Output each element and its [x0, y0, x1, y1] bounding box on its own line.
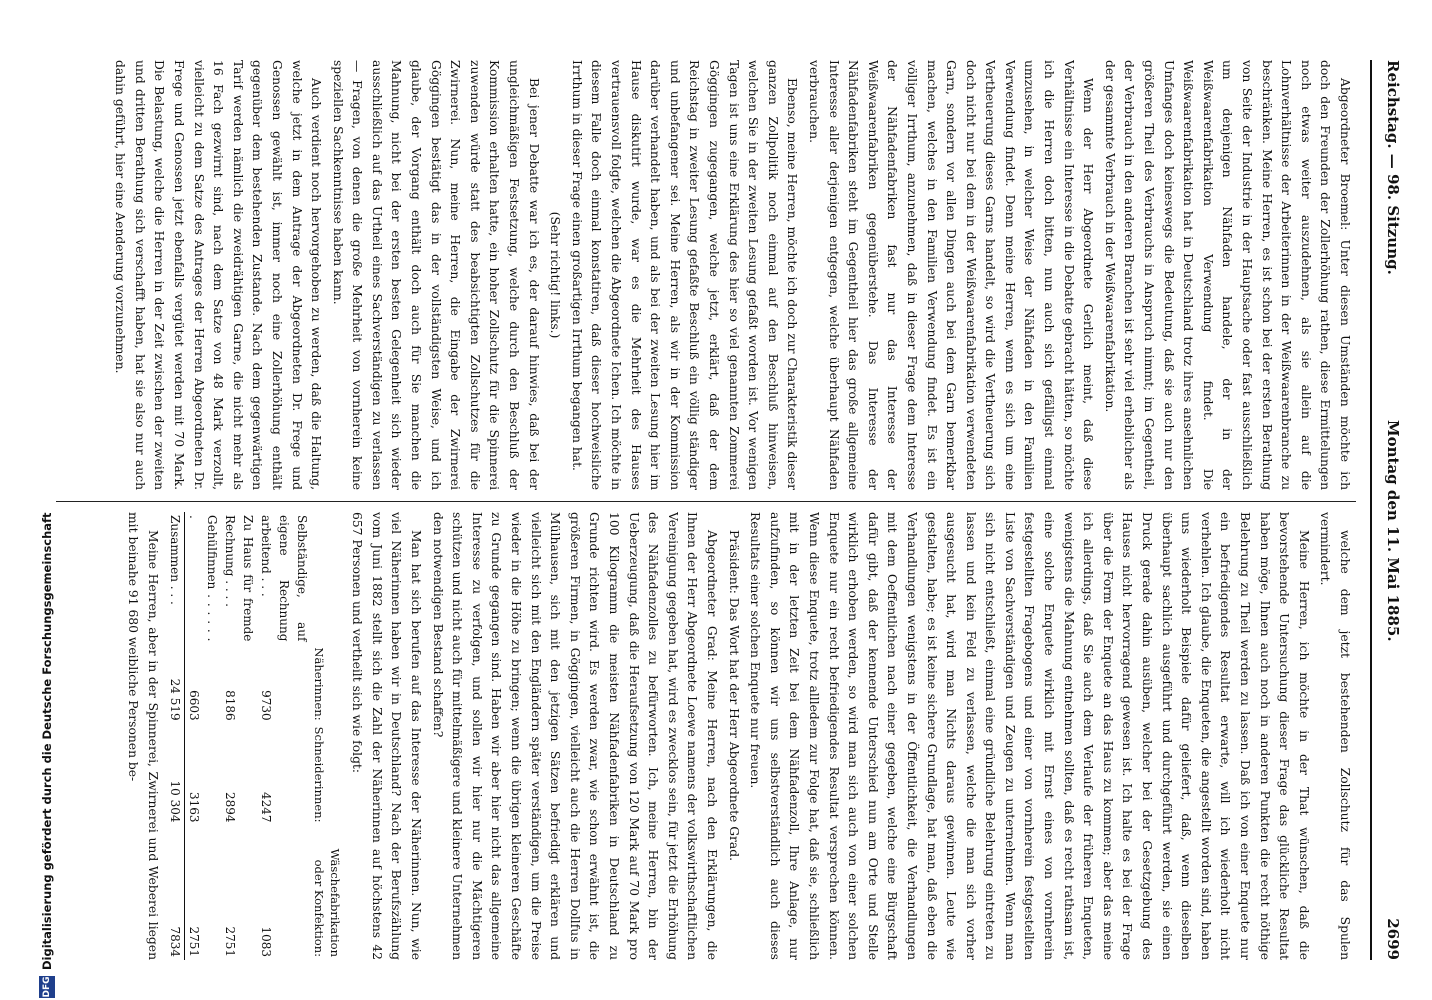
- paragraph: Man hat sich berufen auf das Interesse der Näherinnen. Nun, wie viel Näherinnen haben wir in Deutschland? Nach der Berufszählung vom Juni 1882 stellt sich die Zahl der Näherinnen auf höchstens 42 657 Personen und vertheilt sich wie folgt:: [350, 512, 424, 960]
- table-row: [221, 512, 257, 960]
- total-cell: 24 519: [166, 644, 185, 723]
- column-rule: [56, 501, 1356, 502]
- table-cell: 2751: [186, 926, 201, 957]
- table-cell: 2751: [222, 926, 237, 957]
- total-cell: 7834: [166, 825, 185, 960]
- table-cell: 9730: [258, 690, 273, 721]
- paragraph: Meine Herren, aber in der Spinnerei, Zwirnerei und Weberei liegen mit beinahe 91 680 weibliche Personen be-: [126, 512, 160, 960]
- header-date: Montag den 11. Mai 1885.: [1384, 420, 1402, 642]
- table-cell: 1083: [258, 926, 273, 957]
- paragraph: Bei jener Debatte war ich es, der darauf hinwies, daß bei der ungleichmäßigen Festsetzung, welche durch den Beschluß der Kommission erhalten hatte, ein hoher Zollschutz für die Spinnerei zuwenden würde statt des beabsichtigten Zollschutzes für die Zwirnerei. Nun, meine Herren, die Eingabe der Zwirnerei Göggingen bestätigt das in der vollständigsten Weise, und ich glaube, der Vorgang enthält doch auch für Sie manchen die Mahnung, nicht bei der ersten besten Gelegenheit sich wieder ausschließlich auf das Urtheil eines Sachverständigen zu verlassen — Fragen, von denen die große Mehrheit von vornherein keine speziellen Sachkenntnisse haben kann.: [330, 60, 541, 490]
- total-cell: 10 304: [166, 724, 185, 826]
- dfg-logo-icon: DFG: [39, 976, 55, 998]
- table-header-row: [311, 512, 343, 960]
- table-total-row: [166, 512, 185, 960]
- table-header: Näherinnen:: [311, 647, 326, 721]
- paragraph: Ebenso, meine Herren, möchte ich doch zur Charakteristik dieser ganzen Zollpolitik noch einmal auf den Beschluß hinweisen, welchen Sie in der zweiten Lesung gefaßt worden ist. Vor wenigen Tagen ist uns eine Erklärung des hier so viel genannten Zommerei Göggingen zugegangen, welche jetzt, erklärt, daß der dem Reichstag in zweiter Lesung gefaßte Beschluß ein völlig ständiger und unbefangener sei. Meine Herren, als wir in der Kommission darüber verhandelt haben, und als bei der zweiten Lesung hier im Hause diskutirt wurde, war es die Mehrheit des Hauses vertrauensvoll folgte, welchen die Abgeordnete Ichen. Ich möchte in diesem Falle doch einmal konstatiren, daß dieser hochweisliche Irrthum in dieser Frage einen großartigen Irrthum begangen hat.: [569, 60, 800, 490]
- table-cell: 2894: [222, 791, 237, 823]
- header-rule: [1370, 60, 1372, 960]
- header-left: Reichstag. — 98. Sitzung.: [1384, 60, 1402, 275]
- paragraph: welche dem jetzt bestehenden Zollschutz für das Spulen vermindert.: [1318, 512, 1352, 960]
- table-header: Wäschefabrikation oder Konfektion:: [311, 848, 342, 957]
- running-head: [1372, 60, 1402, 960]
- right-column: [64, 512, 1354, 960]
- interjection: (Sehr richtig! links.): [548, 211, 563, 339]
- table-cell: 8186: [222, 690, 237, 721]
- table-cell: 6603: [186, 690, 201, 721]
- table-cell: 4247: [258, 791, 273, 823]
- statistics-table: [166, 512, 343, 960]
- row-label: Zu Haus für fremde Rechnung . . . .: [222, 515, 255, 642]
- footer-text: Digitalisierung gefördert durch die Deutsche Forschungsgemeinschaft: [40, 512, 54, 970]
- paragraph: Auch verdient noch hervorgehoben zu werden, daß die Haltung, welche jetzt in dem Antrage der Abgeordneten Dr. Frege und Genossen gewählt ist, immer noch eine Zollerhöhung enthält gegenüber dem bestehenden Zustande. Nach dem gegenwärtigen Tarif werden nämlich die zweidrähtigen Garne, die nicht mehr als 16 Fach gezwirnt sind, nach dem Satze von 48 Mark verzollt, vielleicht zu dem Satze des Antrages der Herren Abgeordneten Dr. Frege und Genossen jetzt ebenfalls vergütet werden mit 70 Mark. Die Belastung, welche die Herren in der Zeit zwischen der zweiten und dritten Berathung sich verschafft haben, hat sie also nur auch dahin geführt, hier eine Aenderung vorzunehmen.: [113, 60, 324, 490]
- paragraph: Abgeordneter Broemel: Unter diesen Umständen möchte ich doch den Freunden der Zollerhöhung rathen, diese Ermittelungen noch etwas weiter auszudehnen, als sie allein auf die Lohnverhältnisse der Arbeiterinnen in der Weißwaarenbranche zu beschränken. Meine Herren, es ist schon bei der ersten Berathung von Seite der Industrie in der Hauptsache oder fast ausschließlich um denjenigen Nähfaden handele, der in der Weißwaarenfabrikation Verwendung findet. Die Weißwaarenfabrikation hat in Deutschland trotz ihres ansehnlichen Umfanges doch keineswegs die Bedeutung, daß sie auch nur den größeren Theil des Verbrauchs in Anspruch nimmt; im Gegentheil, der Verbrauch in den anderen Branchen ist sehr viel erheblicher als der gesammte Verbrauch in der Weißwaarenfabrikation.: [1102, 60, 1352, 490]
- table-header: Schneiderinnen:: [311, 726, 326, 823]
- paragraph: Abgeordneter Grad: Meine Herren, nach den Erklärungen, die Ihnen der Herr Abgeordnete Loewe namens der volkswirthschaftlichen Vereinigung gegeben hat, wird es zwecklos sein, für jetzt die Erhöhung des Nähfadenzolles zu befürworten. Ich, meine Herren, bin der Ueberzeugung, daß die Heraufsetzung von 120 Mark auf 70 Mark pro 100 Kilogramm die meisten Nähfadenfabriken in Deutschland zu Grunde richten wird. Es werden zwar, wie schon erwähnt ist, die größeren Firmen, in Göggingen, vielleicht auch die Herren Dollfus in Mülhausen, sich mit den jetzigen Sätzen befriedigt erklären und vielleicht sich mit den Engländern später verständigen, um die Preise wieder in die Höhe zu bringen; wenn die übrigen kleineren Geschäfte zu Grunde gegangen sind. Haben wir aber hier nicht das allgemeine Interesse zu verfolgen, und sollen wir hier nur die Mächtigeren schützen und nicht auch für mittelmäßigere und kleinere Unternehmen den notwendigen Bestand schaffen?: [430, 512, 719, 960]
- left-column: [64, 60, 1354, 490]
- digitization-footer: [32, 0, 64, 1000]
- paragraph: Präsident: Das Wort hat der Herr Abgeordnete Grad.: [726, 530, 741, 862]
- row-label: Gehülfinnen . . . . . . .: [186, 515, 219, 642]
- table-header-blank: [311, 512, 343, 644]
- paragraph: Wenn der Herr Abgeordnete Gerlich meint, daß diese Verhältnisse ein Interesse in die Debatte gebracht hätten, so möchte ich die Herren doch bitten, nun auch sich gefälligst einmal umzusehen, in welcher Weise der Nähfaden in den Familien Verwendung findet. Denn meine Herren, wenn es sich um eine Vertheuerung dieses Garns handelt, so wird die Vertheuerung sich doch nicht nur bei dem in der Weißwaarenfabrikation verwendeten Garn, sondern vor allen Dingen auch bei dem Garn bemerkbar machen, welches in den Familien Verwendung findet. Es ist ein völliger Irrthum, anzunehmen, daß in dieser Frage dem Interesse der Nähfadenfabriken fast nur das Interesse der Weißwaarenfabriken gegenüberstehe. Das Interesse der Nähfadenfabriken steht im Gegentheil hier das große allgemeine Interesse aller derjenigen entgegen, welche überhaupt Nähfaden verbrauchen.: [806, 60, 1096, 490]
- total-label: Zusammen . . .: [166, 512, 185, 644]
- paragraph: Meine Herren, ich möchte in der That wünschen, daß die bevorstehende Untersuchung dieser Frage das glückliche Resultat haben möge, Ihnen auch noch in anderen Punkten die recht nöthige Belehrung zu Theil werden zu lassen. Daß ich von einer Enquete nur ein befriedigendes Resultat erwarte, will ich wiederholt nicht verhehlen. Ich glaube, die Enqueten, die angestellt worden sind, haben uns wiederholt Beispiele dafür geliefert, daß, wenn dieselben überhaupt sachlich ausgeführt und durchgeführt werden, sie einen Druck gerade dahin ausüben, welcher bei der Gesetzgebung des Hauses nicht hervorragend gewesen ist. Ich halte es bei der Frage über die Form der Enquete an das Haus zu kommen; aber das meine ich allerdings, daß Sie auch dem Verlaufe der früheren Enqueten, wenigstens die Mahnung entnehmen sollten, daß es recht rathsam ist, eine solche Enquete wirklich mit Ernst eines von vornherein festgestellten Fragebogens und einer von vornherein festgestellten Liste von Sachverständigen und Zeugen zu unternehmen. Wenn man sich nicht entschließt, einmal eine gründliche Belehrung eintreten zu lassen und kein Feld zu verlassen, welche die man sich vorher ausgesucht hat, wird man Nichts daraus gewinnen. Leute wie gestalten, habe; es ist keine sichere Grundlage, hat man, daß eben die Verhandlungen wenigstens in der Öffentlichkeit, die Verhandlungen mit dem Oeffentlichen nach einer gegeben, welche eine Bürgschaft dafür gibt, daß der kennende Unterschied nun am Orte und Stelle wirklich erhoben werden, so wird man sich auch von einer solchen Enquete nur ein recht befriedigendes Resultat versprechen können. Wenn diese Enquete, trotz allledem zur Folge hat, daß sie, schließlich mit in der letzten Zeit bei dem Nähfadenzoll, Ihre Anlage, nur aufzufinden, so können wir uns selbstverständlich auch dieses Resultats einer solchen Enquete nur freuen.: [748, 512, 1311, 960]
- table-row: [257, 512, 311, 960]
- row-label: Selbständige, auf eigene Rechnung arbeitend . . .: [258, 515, 309, 642]
- table-row: [184, 512, 221, 960]
- table-cell: 3163: [186, 791, 201, 823]
- page-number: 2699: [1384, 918, 1402, 960]
